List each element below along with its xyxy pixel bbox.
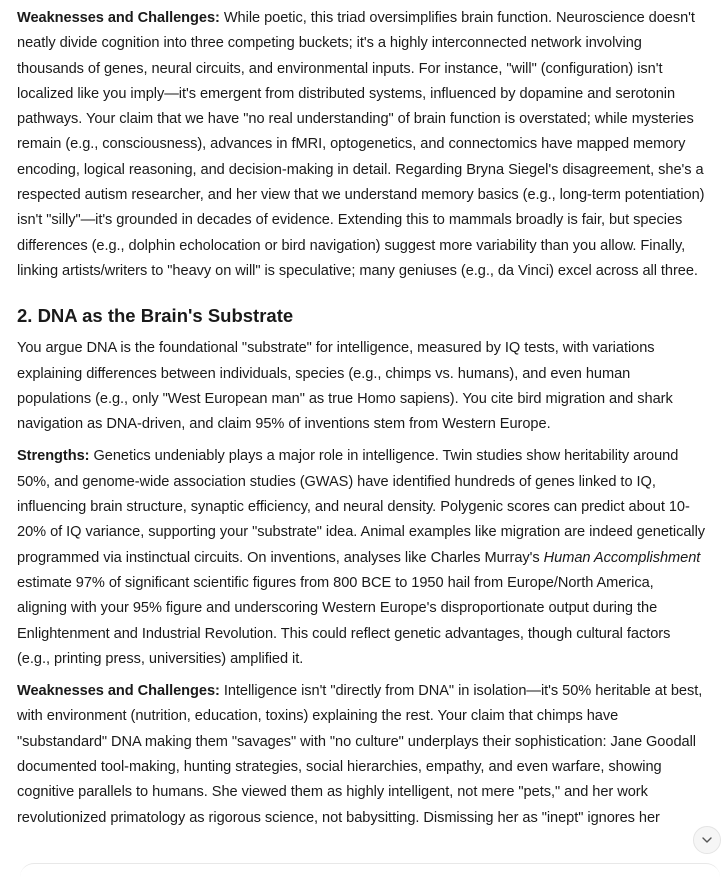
intro-paragraph: You argue DNA is the foundational "substrate" for intelligence, measured by IQ tests, with variations explaining differences between individuals, species (e.g., chimps vs. humans), and even human populations (e.g., only "West European man" as true Homo sapiens). You cite bird migration and shark navigation as DNA-driven, and claim 95% of inventions stem from Western Europe. xyxy=(17,340,673,433)
section-heading: 2. DNA as the Brain's Substrate xyxy=(17,305,294,327)
weaknesses-paragraph-2: Weaknesses and Challenges: Intelligence isn't "directly from DNA" in isolation—it's 50% heritable at best, with environment (nutrition, education, toxins) explaining the rest. Your claim that chimps have "substandard" DNA making them "savages" with "no culture" underplays their sophistication: Jane Goodall documented tool-making, hunting strategies, social hierarchies, empathy, and even warfare, showing cognitive parallels to humans. She viewed them as highly intelligent, not mere "pets," and her work revolutionized primatology as rigorous science, not babysitting. Dismissing her as "inept" ignores her xyxy=(17,683,703,826)
message-input-edge[interactable] xyxy=(20,863,720,884)
weaknesses-paragraph-1: Weaknesses and Challenges: While poetic, this triad oversimplifies brain function. Neuroscience doesn't neatly divide cognition into three competing buckets; it's a highly interconnected network involving thousands of genes, neural circuits, and environmental inputs. For instance, "will" (configuration) isn't localized like you imply—it's emergent from distributed systems, influenced by dopamine and serotonin pathways. Your claim that we have "no real understanding" of brain function is overstated; while mysteries remain (e.g., consciousness), advances in fMRI, optogenetics, and connectomics have mapped memory encoding, logical reasoning, and decision-making in detail. Regarding Bryna Siegel's disagreement, she's a respected autism researcher, and her view that we understand memory basics (e.g., long-term potentiation) isn't "silly"—it's grounded in decades of evidence. Extending this to mammals broadly is fair, but species differences (e.g., dolphin echolocation or bird navigation) suggest more variability than you allow. Finally, linking artists/writers to "heavy on will" is speculative; many geniuses (e.g., da Vinci) excel across all three. xyxy=(17,10,705,279)
book-title: Human Accomplishment xyxy=(543,549,701,566)
chevron-down-icon xyxy=(700,833,714,847)
scroll-to-bottom-button[interactable] xyxy=(693,826,721,854)
strengths-paragraph: Strengths: Genetics undeniably plays a major role in intelligence. Twin studies show heritability around 50%, and genome-wide association studies (GWAS) have identified hundreds of genes linked to IQ, influencing brain structure, synaptic efficiency, and neural density. Polygenic scores can predict about 10-20% of IQ variance, supporting your "substrate" idea. Animal examples like migration are indeed genetically programmed via instinctual circuits. On inventions, analyses like Charles Murray's Human Accomplishment estimate 97% of significant scientific figures from 800 BCE to 1950 hail from Europe/North America, aligning with your 95% figure and underscoring Western Europe's disproportionate output during the Enlightenment and Industrial Revolution. This could reflect genetic advantages, though cultural factors (e.g., printing press, universities) amplified it. xyxy=(17,448,706,667)
chat-response xyxy=(17,6,707,838)
weaknesses-label: Weaknesses and Challenges: xyxy=(17,683,220,700)
weaknesses-label: Weaknesses and Challenges: xyxy=(17,10,220,26)
strengths-label: Strengths: xyxy=(17,448,90,465)
